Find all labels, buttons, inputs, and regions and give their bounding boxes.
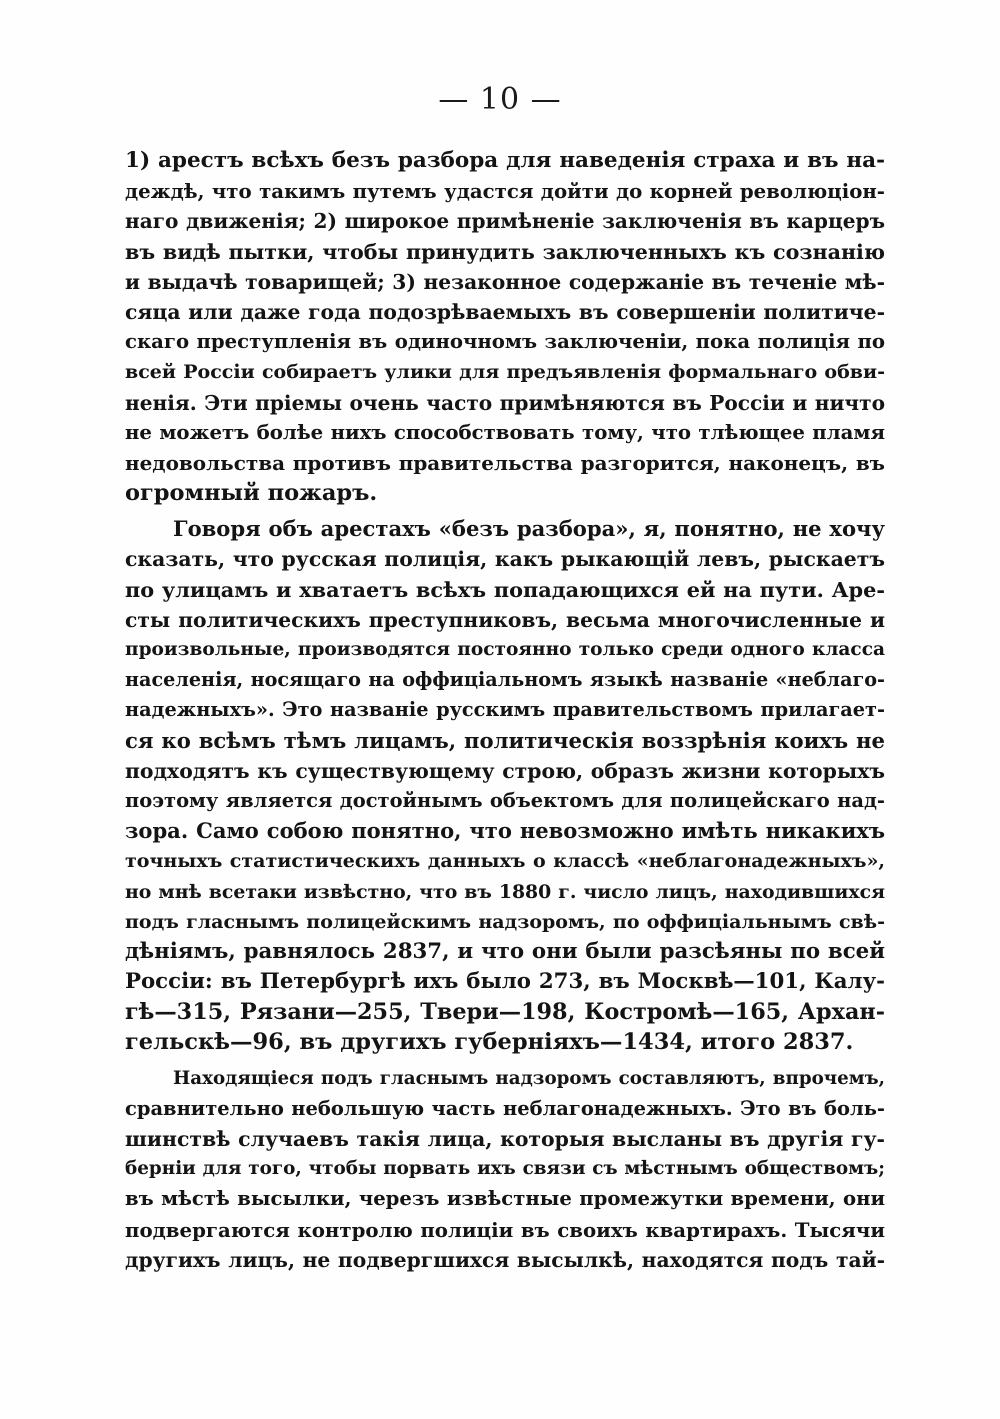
text-line: но мнѣ всетаки извѣстно, что въ 1880 г. число лицъ, находившихся	[125, 880, 885, 903]
text-line: деждѣ, что такимъ путемъ удастся дойти до корней революціон-	[125, 179, 885, 204]
text-line: 1) арестъ всѣхъ безъ разбора для наведенія страха и въ на-	[125, 148, 885, 173]
text-line: въ мѣстѣ высылки, черезъ извѣстные промежутки времени, они	[125, 1187, 885, 1211]
text-line: точныхъ статистическихъ данныхъ о классѣ «неблагонадежныхъ»,	[125, 850, 885, 873]
text-line: Россіи: въ Петербургѣ ихъ было 273, въ Москвѣ—101, Калу-	[125, 969, 885, 995]
text-line: всей Россіи собираетъ улики для предъявленія формальнаго обви-	[125, 361, 885, 384]
text-line: произвольные, производятся постоянно только среди одного класса	[125, 639, 885, 660]
paragraph-1	[125, 146, 885, 508]
text-line: огромный пожаръ.	[125, 480, 378, 507]
text-line: недовольства противъ правительства разгорится, наконецъ, въ	[125, 450, 885, 475]
paragraph-3	[125, 1064, 885, 1275]
text-line: скаго преступленія въ одиночномъ заключеніи, пока полиція по	[125, 330, 885, 354]
text-line: сравнительно небольшую часть неблагонадежныхъ. Это въ боль-	[125, 1096, 885, 1120]
text-line: и выдачѣ товарищей; 3) незаконное содержаніе въ теченіе мѣ-	[125, 269, 885, 294]
paragraph-2	[125, 514, 885, 1057]
text-line: подходятъ къ существующему строю, образъ жизни которыхъ	[125, 758, 885, 783]
body-text	[125, 146, 885, 1275]
text-line: сказать, что русская полиція, какъ рыкающій левъ, рыскаетъ	[125, 547, 885, 572]
text-line: подвергаются контролю полиціи въ своихъ квартирахъ. Тысячи	[125, 1217, 885, 1242]
text-line: не можетъ болѣе нихъ способствовать тому, что тлѣющее пламя	[125, 420, 885, 444]
page-number: — 10 —	[438, 82, 562, 117]
text-line: гѣ—315, Рязани—255, Твери—198, Костромѣ—165, Архан-	[125, 999, 885, 1026]
text-line: наго движенія; 2) широкое примѣненіе заключенія въ карцеръ	[125, 209, 885, 234]
text-line: Говоря объ арестахъ «безъ разбора», я, понятно, не хочу	[173, 516, 885, 542]
text-line: въ видѣ пытки, чтобы принудить заключенныхъ къ сознанію	[125, 239, 885, 264]
text-line: другихъ лицъ, не подвергшихся высылкѣ, находятся подъ тай-	[125, 1247, 885, 1272]
text-line: гельскѣ—96, въ другихъ губерніяхъ—1434, итого 2837.	[125, 1029, 854, 1056]
text-line: берніи для того, чтобы порвать ихъ связи съ мѣстнымъ обществомъ;	[125, 1158, 885, 1180]
text-line: сяца или даже года подозрѣваемыхъ въ совершеніи политиче-	[125, 299, 885, 324]
text-line: сты политическихъ преступниковъ, весьма многочисленные и	[125, 607, 885, 632]
text-line: ненія. Эти пріемы очень часто примѣняются въ Россіи и ничто	[125, 390, 885, 415]
text-line: зора. Само собою понятно, что невозможно имѣть никакихъ	[125, 818, 885, 844]
text-line: населенія, носящаго на оффиціальномъ языкѣ названіе «неблаго-	[125, 668, 885, 692]
text-line: подъ гласнымъ полицейскимъ надзоромъ, по оффиціальнымъ свѣ-	[125, 910, 885, 933]
text-line: шинствѣ случаевъ такія лица, которыя высланы въ другія гу-	[125, 1127, 885, 1151]
text-line: дѣніямъ, равнялось 2837, и что они были разсѣяны по всей	[125, 938, 885, 964]
text-line: ся ко всѣмъ тѣмъ лицамъ, политическія воззрѣнія коихъ не	[125, 727, 885, 753]
text-line: по улицамъ и хватаетъ всѣхъ попадающихся ей на пути. Аре-	[125, 576, 885, 602]
text-line: поэтому является достойнымъ объектомъ для полицейскаго над-	[125, 788, 885, 812]
text-line: надежныхъ». Это названіе русскимъ правительствомъ прилагает-	[125, 698, 885, 722]
text-line: Находящіеся подъ гласнымъ надзоромъ составляютъ, впрочемъ,	[173, 1067, 885, 1089]
